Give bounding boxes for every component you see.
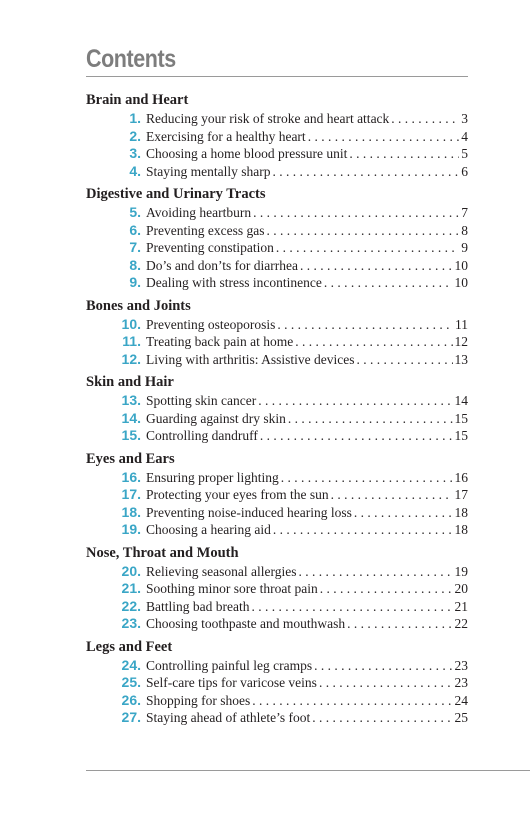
contents-entry[interactable] [86, 486, 468, 504]
entry-title: Choosing a home blood pressure unit [146, 146, 348, 161]
contents-entry[interactable] [86, 145, 468, 163]
dot-leader [349, 145, 459, 163]
dot-leader [251, 598, 452, 616]
entry-title: Choosing toothpaste and mouthwash [146, 616, 346, 631]
contents-entry[interactable] [86, 351, 468, 369]
entry-number: 20. [121, 562, 141, 579]
entry-number: 14. [121, 409, 141, 426]
contents-page [86, 44, 468, 732]
dot-leader [320, 580, 453, 598]
contents-entry[interactable] [86, 392, 468, 410]
contents-entry[interactable] [86, 110, 468, 128]
dot-leader [266, 222, 459, 240]
contents-list [86, 91, 468, 727]
entry-number: 26. [121, 691, 141, 708]
contents-entry[interactable] [86, 657, 468, 675]
dot-leader [300, 257, 453, 275]
entry-page-number: 10 [454, 257, 468, 273]
entry-number: 22. [121, 597, 141, 614]
contents-section [86, 638, 468, 727]
entry-title: Protecting your eyes from the sun [146, 487, 329, 502]
entry-number: 4. [129, 162, 141, 179]
entry-page-number: 15 [454, 428, 468, 443]
entry-number: 7. [129, 239, 141, 255]
contents-entry[interactable] [86, 222, 468, 240]
entry-title: Avoiding heartburn [146, 205, 252, 220]
entry-number: 11. [122, 333, 141, 349]
entry-page-number: 3 [461, 111, 468, 126]
contents-entry[interactable] [86, 163, 468, 181]
section-title: Digestive and Urinary Tracts [86, 186, 266, 202]
dot-leader [298, 563, 452, 581]
entry-number: 3. [129, 145, 141, 161]
contents-entry[interactable] [86, 521, 468, 539]
dot-leader [276, 239, 459, 257]
entry-page-number: 18 [454, 522, 468, 537]
section-title: Legs and Feet [86, 638, 173, 655]
entry-page-number: 12 [454, 334, 468, 349]
entry-title: Reducing your risk of stroke and heart attack [146, 111, 390, 126]
contents-entry[interactable] [86, 692, 468, 710]
dot-leader [277, 316, 453, 334]
entry-title: Staying mentally sharp [146, 163, 271, 179]
contents-section [86, 544, 468, 633]
entry-number: 27. [121, 709, 141, 725]
entry-number: 8. [129, 256, 141, 273]
entry-page-number: 23 [454, 675, 468, 690]
entry-title: Preventing osteoporosis [146, 316, 276, 332]
contents-entry[interactable] [86, 427, 468, 445]
entry-page-number: 9 [461, 240, 468, 255]
entry-number: 25. [121, 674, 141, 690]
entry-title: Dealing with stress incontinence [146, 275, 322, 290]
dot-leader [312, 709, 452, 727]
entry-page-number: 16 [454, 469, 468, 485]
entry-title: Soothing minor sore throat pain [146, 581, 318, 596]
contents-section [86, 297, 468, 369]
entry-page-number: 18 [454, 504, 468, 520]
entry-title: Exercising for a healthy heart [146, 128, 306, 144]
dot-leader [319, 674, 453, 692]
entry-title: Guarding against dry skin [146, 410, 286, 426]
dot-leader [354, 504, 453, 522]
entry-number: 17. [121, 486, 141, 502]
section-title: Bones and Joints [86, 297, 191, 314]
dot-leader [288, 410, 453, 428]
entry-title: Controlling painful leg cramps [146, 657, 313, 673]
page-title: Contents [86, 45, 176, 73]
contents-entry[interactable] [86, 333, 468, 351]
contents-entry[interactable] [86, 504, 468, 522]
entry-title: Preventing constipation [146, 240, 274, 255]
contents-entry[interactable] [86, 674, 468, 692]
entry-page-number: 10 [454, 275, 468, 290]
entry-title: Controlling dandruff [146, 428, 258, 443]
contents-section [86, 450, 468, 539]
contents-entry[interactable] [86, 598, 468, 616]
entry-number: 6. [129, 221, 141, 238]
entry-number: 9. [129, 274, 141, 290]
contents-entry[interactable] [86, 128, 468, 146]
section-title: Eyes and Ears [86, 450, 175, 467]
entry-title: Living with arthritis: Assistive devices [146, 351, 355, 367]
entry-number: 15. [121, 427, 141, 443]
entry-number: 24. [121, 656, 141, 673]
entry-title: Self-care tips for varicose veins [146, 675, 317, 690]
dot-leader [391, 110, 459, 128]
dot-leader [356, 351, 452, 369]
dot-leader [273, 521, 453, 539]
contents-entry[interactable] [86, 239, 468, 257]
contents-entry[interactable] [86, 615, 468, 633]
entry-number: 12. [121, 350, 141, 367]
entry-title: Treating back pain at home [146, 334, 294, 349]
entry-page-number: 19 [454, 563, 468, 579]
entry-page-number: 24 [454, 692, 468, 708]
entry-page-number: 23 [454, 657, 468, 673]
title-divider [86, 76, 468, 77]
entry-title: Shopping for shoes [146, 692, 251, 708]
entry-number: 16. [121, 468, 141, 485]
entry-page-number: 22 [454, 616, 468, 631]
dot-leader [324, 274, 453, 292]
dot-leader [331, 486, 453, 504]
entry-page-number: 14 [454, 393, 468, 408]
entry-title: Choosing a hearing aid [146, 522, 271, 537]
entry-number: 5. [129, 204, 141, 220]
entry-title: Preventing excess gas [146, 222, 265, 238]
dot-leader [258, 392, 452, 410]
footer-divider [86, 770, 530, 771]
entry-title: Battling bad breath [146, 598, 250, 614]
entry-number: 19. [121, 521, 141, 537]
dot-leader [314, 657, 452, 675]
contents-entry[interactable] [86, 204, 468, 222]
contents-entry[interactable] [86, 469, 468, 487]
section-title: Brain and Heart [86, 92, 189, 108]
entry-number: 23. [121, 615, 141, 631]
entry-number: 18. [121, 503, 141, 520]
contents-entry[interactable] [86, 563, 468, 581]
entry-page-number: 5 [461, 146, 468, 161]
entry-title: Ensuring proper lighting [146, 469, 279, 485]
contents-entry[interactable] [86, 410, 468, 428]
dot-leader [260, 427, 453, 445]
contents-entry[interactable] [86, 316, 468, 334]
dot-leader [252, 692, 452, 710]
dot-leader [272, 163, 459, 181]
entry-page-number: 15 [454, 410, 468, 426]
dot-leader [308, 128, 460, 146]
section-title: Nose, Throat and Mouth [86, 544, 239, 561]
entry-page-number: 7 [461, 205, 468, 220]
entry-page-number: 11 [455, 316, 468, 332]
entry-title: Preventing noise-induced hearing loss [146, 504, 352, 520]
entry-title: Spotting skin cancer [146, 393, 257, 408]
entry-page-number: 6 [461, 163, 468, 179]
entry-title: Staying ahead of athlete’s foot [146, 710, 311, 725]
dot-leader [347, 615, 452, 633]
entry-number: 2. [129, 127, 141, 144]
contents-entry[interactable] [86, 274, 468, 292]
entry-page-number: 25 [454, 710, 468, 725]
contents-entry[interactable] [86, 709, 468, 727]
entry-page-number: 4 [461, 128, 468, 144]
contents-section [86, 185, 468, 292]
entry-page-number: 8 [461, 222, 468, 238]
entry-page-number: 13 [454, 351, 468, 367]
contents-entry[interactable] [86, 257, 468, 275]
dot-leader [295, 333, 452, 351]
entry-page-number: 20 [454, 581, 468, 596]
dot-leader [281, 469, 453, 487]
entry-page-number: 21 [454, 598, 468, 614]
contents-section [86, 91, 468, 180]
entry-title: Do’s and don’ts for diarrhea [146, 257, 298, 273]
dot-leader [253, 204, 459, 222]
entry-number: 13. [121, 392, 141, 408]
entry-number: 10. [121, 315, 141, 332]
entry-number: 1. [129, 110, 141, 126]
entry-title: Relieving seasonal allergies [146, 563, 297, 579]
entry-page-number: 17 [454, 487, 468, 502]
contents-entry[interactable] [86, 580, 468, 598]
contents-section [86, 373, 468, 445]
entry-number: 21. [121, 580, 141, 596]
section-title: Skin and Hair [86, 374, 174, 390]
